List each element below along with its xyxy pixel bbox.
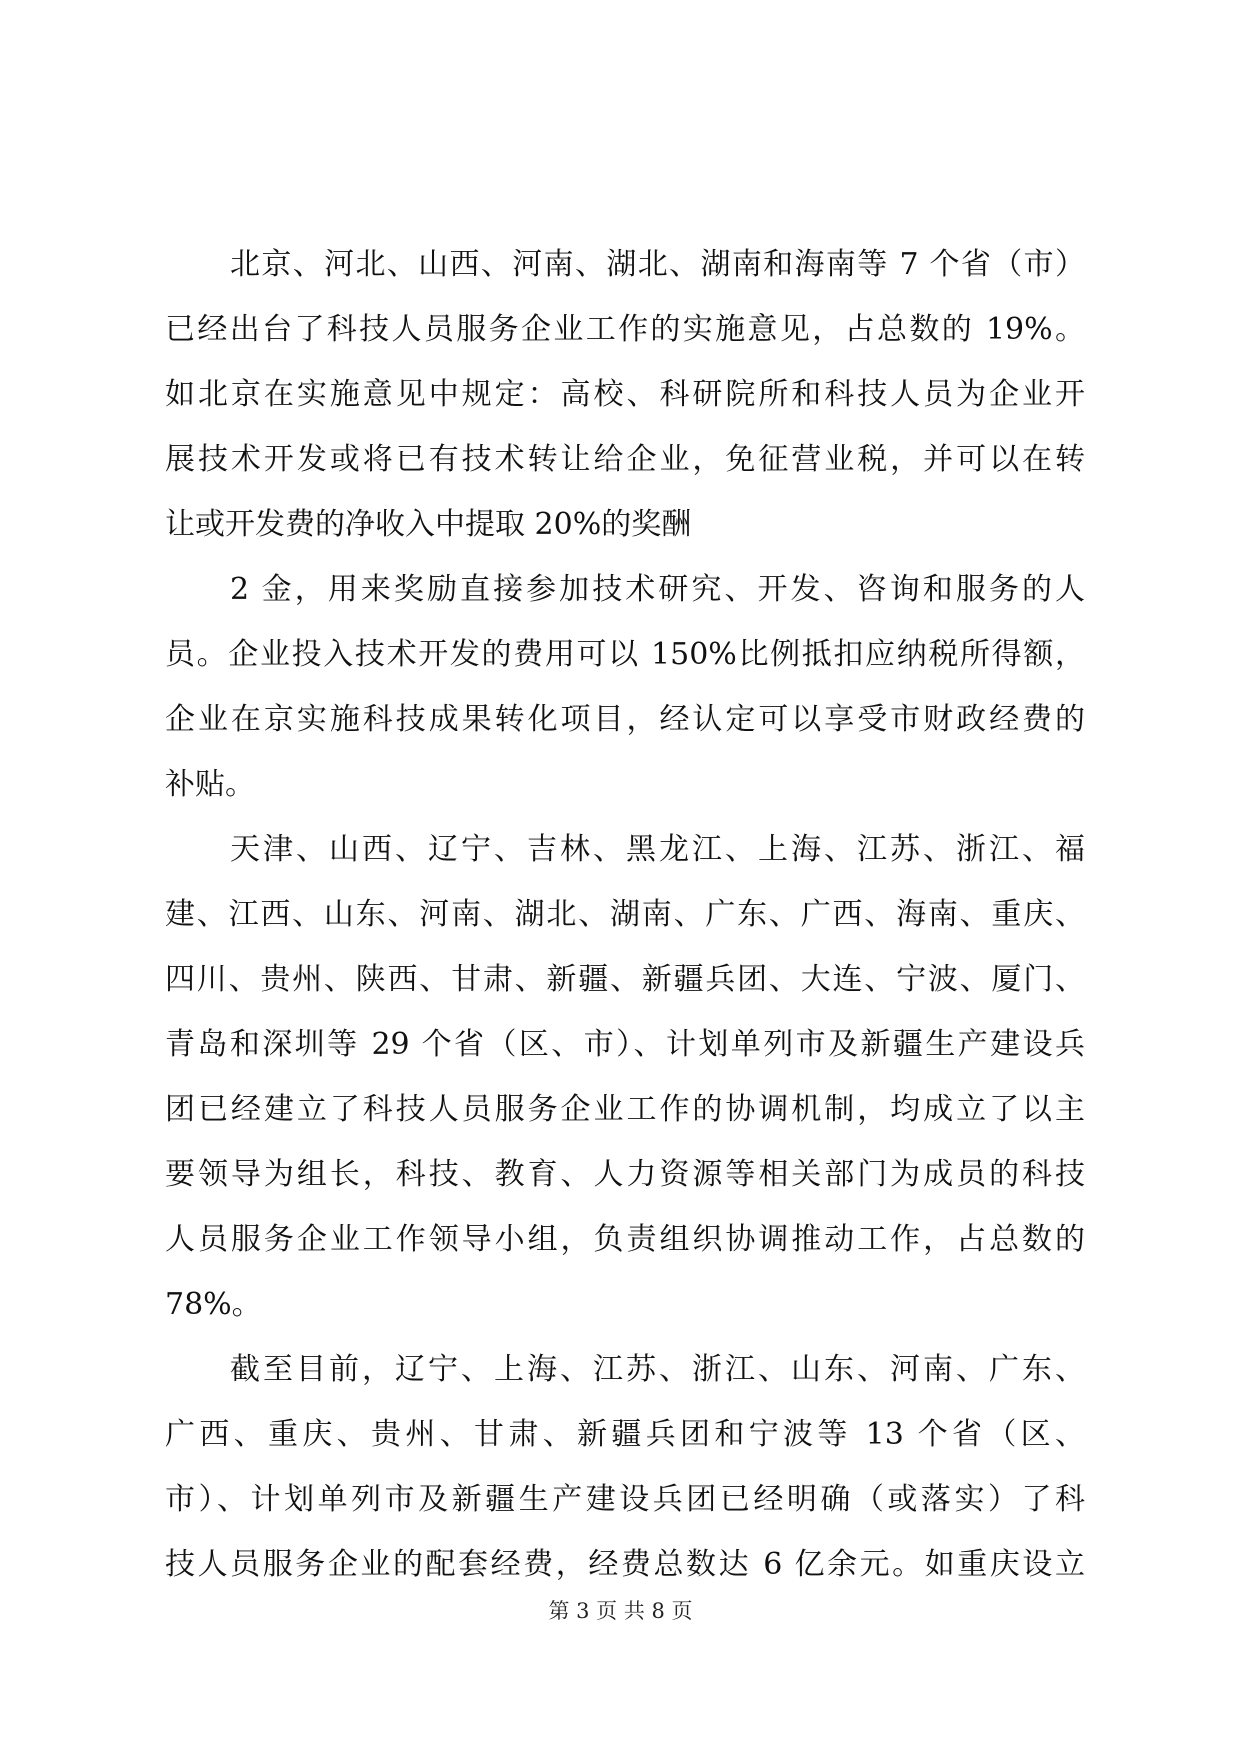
text-line: 要领导为组长，科技、教育、人力资源等相关部门为成员的科技 bbox=[165, 1157, 1085, 1192]
paragraph-coordination-mechanism bbox=[165, 817, 1085, 1337]
document-body bbox=[165, 232, 1085, 1597]
paragraph-reward-fund bbox=[165, 557, 1085, 817]
text-line: 广西、重庆、贵州、甘肃、新疆兵团和宁波等 13 个省（区、 bbox=[165, 1417, 1085, 1452]
paragraph-provinces-implementation bbox=[165, 232, 1085, 557]
text-line: 四川、贵州、陕西、甘肃、新疆、新疆兵团、大连、宁波、厦门、 bbox=[165, 962, 1085, 997]
text-line: 建、江西、山东、河南、湖北、湖南、广东、广西、海南、重庆、 bbox=[165, 897, 1085, 932]
text-line: 团已经建立了科技人员服务企业工作的协调机制，均成立了以主 bbox=[165, 1092, 1085, 1127]
page-number-footer: 第 3 页 共 8 页 bbox=[548, 1599, 693, 1623]
paragraph-supporting-funds bbox=[165, 1337, 1085, 1597]
text-line: 青岛和深圳等 29 个省（区、市）、计划单列市及新疆生产建设兵 bbox=[165, 1027, 1085, 1062]
text-line: 员。企业投入技术开发的费用可以 150%比例抵扣应纳税所得额， bbox=[165, 637, 1085, 672]
text-line: 展技术开发或将已有技术转让给企业，免征营业税，并可以在转 bbox=[165, 442, 1085, 477]
text-line: 让或开发费的净收入中提取 20%的奖酬 bbox=[165, 507, 692, 542]
text-line: 78%。 bbox=[165, 1287, 262, 1322]
text-line: 北京、河北、山西、河南、湖北、湖南和海南等 7 个省（市） bbox=[230, 247, 1085, 282]
text-line: 如北京在实施意见中规定：高校、科研院所和科技人员为企业开 bbox=[165, 377, 1085, 412]
text-line: 企业在京实施科技成果转化项目，经认定可以享受市财政经费的 bbox=[165, 702, 1085, 737]
text-line: 截至目前，辽宁、上海、江苏、浙江、山东、河南、广东、 bbox=[230, 1352, 1085, 1387]
text-line: 补贴。 bbox=[165, 767, 255, 802]
text-line: 2 金，用来奖励直接参加技术研究、开发、咨询和服务的人 bbox=[230, 572, 1085, 607]
text-line: 技人员服务企业的配套经费，经费总数达 6 亿余元。如重庆设立 bbox=[165, 1547, 1085, 1582]
text-line: 已经出台了科技人员服务企业工作的实施意见，占总数的 19%。 bbox=[165, 312, 1085, 347]
text-line: 天津、山西、辽宁、吉林、黑龙江、上海、江苏、浙江、福 bbox=[230, 832, 1085, 867]
text-line: 人员服务企业工作领导小组，负责组织协调推动工作，占总数的 bbox=[165, 1222, 1085, 1257]
text-line: 市）、计划单列市及新疆生产建设兵团已经明确（或落实）了科 bbox=[165, 1482, 1085, 1517]
